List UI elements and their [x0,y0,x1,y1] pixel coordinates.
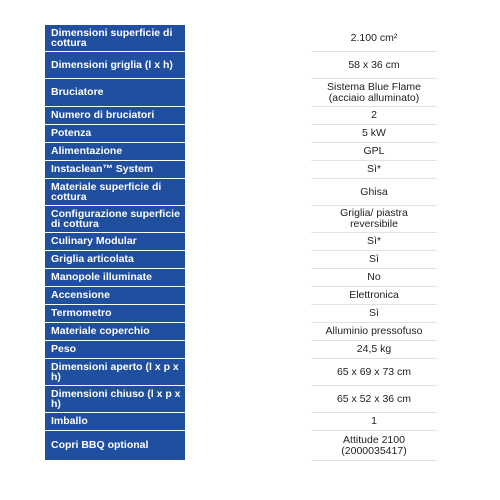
spec-row [45,323,451,341]
spec-value: 65 x 69 x 73 cm [311,359,437,386]
spec-row [45,125,451,143]
spec-row [45,305,451,323]
spec-label: Manopole illuminate [45,269,185,287]
spec-value: Griglia/ piastra reversibile [311,206,437,233]
spacer [185,125,311,143]
spec-value: GPL [311,143,437,161]
spec-value: 24,5 kg [311,341,437,359]
spec-label: Dimensioni superficie di cottura [45,25,185,52]
spec-row [45,79,451,107]
spec-value: Ghisa [311,179,437,206]
spacer [185,143,311,161]
spec-value: Elettronica [311,287,437,305]
spacer [185,233,311,251]
spec-value: 5 kW [311,125,437,143]
spec-value: 58 x 36 cm [311,52,437,79]
spec-value: 2 [311,107,437,125]
spec-label: Copri BBQ optional [45,431,185,461]
spec-value: Sì [311,305,437,323]
spec-row [45,143,451,161]
spacer [185,359,311,386]
spacer [185,52,311,79]
spacer [185,206,311,233]
spacer [185,179,311,206]
spec-value: Alluminio pressofuso [311,323,437,341]
spec-label: Bruciatore [45,79,185,107]
spec-label: Culinary Modular [45,233,185,251]
spec-table [45,25,451,461]
spec-label: Materiale coperchio [45,323,185,341]
spacer [185,287,311,305]
spacer [185,386,311,413]
spec-row [45,341,451,359]
spec-row [45,179,451,206]
spec-value: 2.100 cm² [311,25,437,52]
spacer [185,251,311,269]
spec-row [45,413,451,431]
spec-row [45,161,451,179]
spacer [185,305,311,323]
spec-value: 1 [311,413,437,431]
spec-row [45,233,451,251]
spacer [185,269,311,287]
spec-value: Sì* [311,233,437,251]
spec-label: Alimentazione [45,143,185,161]
spec-label: Dimensioni aperto (l x p x h) [45,359,185,386]
spacer [185,79,311,107]
spec-row [45,269,451,287]
spec-row [45,25,451,52]
spacer [185,107,311,125]
spec-row [45,386,451,413]
spec-value: Sì [311,251,437,269]
spec-value: Sì* [311,161,437,179]
spec-row [45,107,451,125]
spacer [185,323,311,341]
spec-label: Griglia articolata [45,251,185,269]
spec-value: Sistema Blue Flame (acciaio alluminato) [311,79,437,107]
spacer [185,161,311,179]
spec-row [45,359,451,386]
spec-label: Imballo [45,413,185,431]
spec-label: Termometro [45,305,185,323]
spacer [185,431,311,461]
spacer [185,25,311,52]
spec-row [45,52,451,79]
spec-label: Potenza [45,125,185,143]
spec-label: Peso [45,341,185,359]
spec-label: Instaclean™ System [45,161,185,179]
spacer [185,341,311,359]
spec-label: Dimensioni chiuso (l x p x h) [45,386,185,413]
spec-label: Numero di bruciatori [45,107,185,125]
spec-value: No [311,269,437,287]
spec-value: 65 x 52 x 36 cm [311,386,437,413]
spec-label: Accensione [45,287,185,305]
spacer [185,413,311,431]
spec-label: Dimensioni griglia (l x h) [45,52,185,79]
spec-label: Materiale superficie di cottura [45,179,185,206]
spec-value: Attitude 2100 (2000035417) [311,431,437,461]
spec-row [45,287,451,305]
spec-label: Configurazione superficie di cottura [45,206,185,233]
spec-row [45,206,451,233]
spec-row [45,251,451,269]
spec-row [45,431,451,461]
